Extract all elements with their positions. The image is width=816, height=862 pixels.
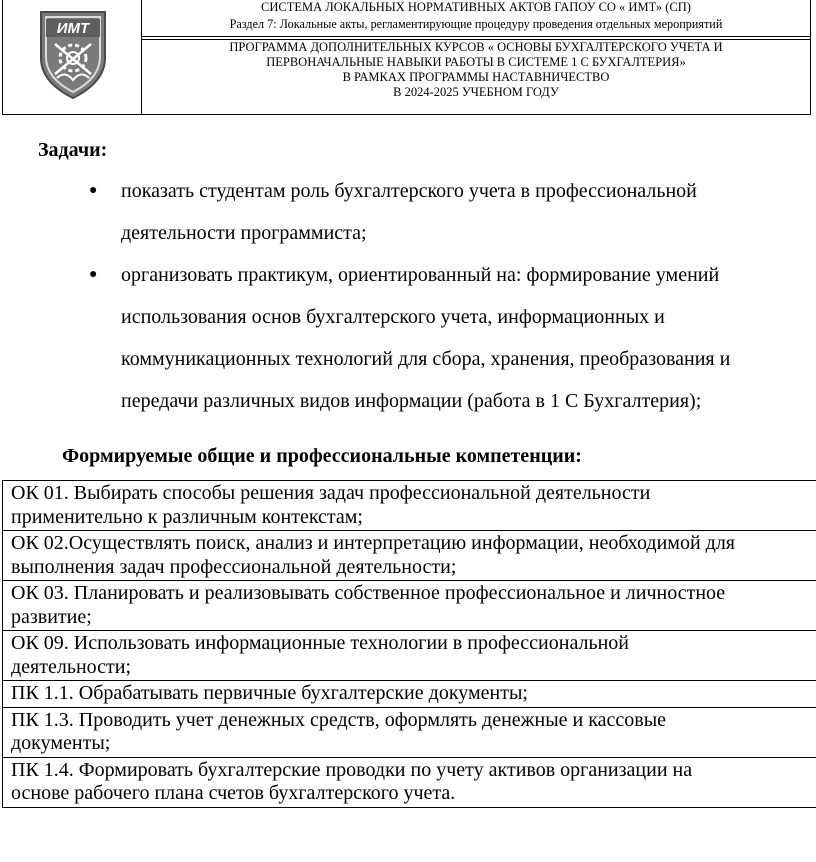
competency-cell [3,631,816,681]
bullet-icon: ● [89,183,98,198]
competencies-table [2,480,816,808]
task-line: передачи различных видов информации (работа в 1 С Бухгалтерия); [121,390,702,412]
competency-line: развитие; [11,605,92,628]
table-row [3,681,816,708]
tasks-heading: Задачи: [38,139,108,161]
program-line-1: ПРОГРАММА ДОПОЛНИТЕЛЬНЫХ КУРСОВ « ОСНОВЫ БУХГАЛТЕРСКОГО УЧЕТА И [229,40,723,54]
imt-logo-icon [37,8,109,100]
competency-line: ПК 1.3. Проводить учет денежных средств, оформлять денежные и кассовые [11,708,667,731]
header-program-title [142,40,810,100]
task-list [0,170,816,422]
task-item [0,170,816,254]
competency-line: ПК 1.1. Обрабатывать первичные бухгалтерские документы; [11,682,528,704]
table-row [3,531,816,581]
competency-line: ОК 02.Осуществлять поиск, анализ и интерпретацию информации, необходимой для [11,532,736,554]
bullet-icon: ● [89,267,98,282]
competency-cell [3,681,816,708]
competency-line: деятельности; [11,655,132,678]
competency-cell [3,581,816,631]
task-line: коммуникационных технологий для сбора, хранения, преобразования и [121,348,731,370]
table-row [3,707,816,757]
task-line: показать студентам роль бухгалтерского учета в профессиональной [121,180,697,202]
competency-cell [3,757,816,807]
header-line-1: СИСТЕМА ЛОКАЛЬНЫХ НОРМАТИВНЫХ АКТОВ ГАПОУ СО « ИМТ» (СП) [261,0,691,14]
competency-line: ОК 09. Использовать информационные технологии в профессиональной [11,632,629,654]
competency-line: основе рабочего плана счетов бухгалтерского учета. [11,782,456,804]
table-row [3,481,816,531]
competencies-heading: Формируемые общие и профессиональные компетенции: [62,445,582,467]
logo-text: ИМТ [56,20,90,37]
competency-line: применительно к различным контекстам; [11,505,363,528]
task-line: организовать практикум, ориентированный на: формирование умений [121,264,720,286]
document-header [2,0,811,115]
task-line: деятельности программиста; [121,222,367,244]
table-row [3,581,816,631]
competency-line: ОК 01. Выбирать способы решения задач профессиональной деятельности [11,482,651,504]
competency-line: ПК 1.4. Формировать бухгалтерские проводки по учету активов организации на [11,758,693,781]
competency-line: выполнения задач профессиональной деятельности; [11,555,457,578]
competency-cell [3,707,816,757]
competency-cell [3,481,816,531]
logo-cell [3,0,142,114]
table-row [3,757,816,807]
task-line: использования основ бухгалтерского учета, информационных и [121,306,665,328]
program-line-3: В РАМКАХ ПРОГРАММЫ НАСТАВНИЧЕСТВО [342,70,610,84]
header-system-title [142,0,810,37]
competency-line: ОК 03. Планировать и реализовывать собственное профессиональное и личностное [11,582,726,604]
header-line-2: Раздел 7: Локальные акты, регламентирующие процедуру проведения отдельных мероприятий [229,17,723,31]
table-row [3,631,816,681]
program-line-4: В 2024-2025 УЧЕБНОМ ГОДУ [393,85,559,99]
competency-line: документы; [11,732,111,754]
competency-cell [3,531,816,581]
task-item [0,254,816,422]
program-line-2: ПЕРВОНАЧАЛЬНЫЕ НАВЫКИ РАБОТЫ В СИСТЕМЕ 1 С БУХГАЛТЕРИЯ» [266,55,686,69]
